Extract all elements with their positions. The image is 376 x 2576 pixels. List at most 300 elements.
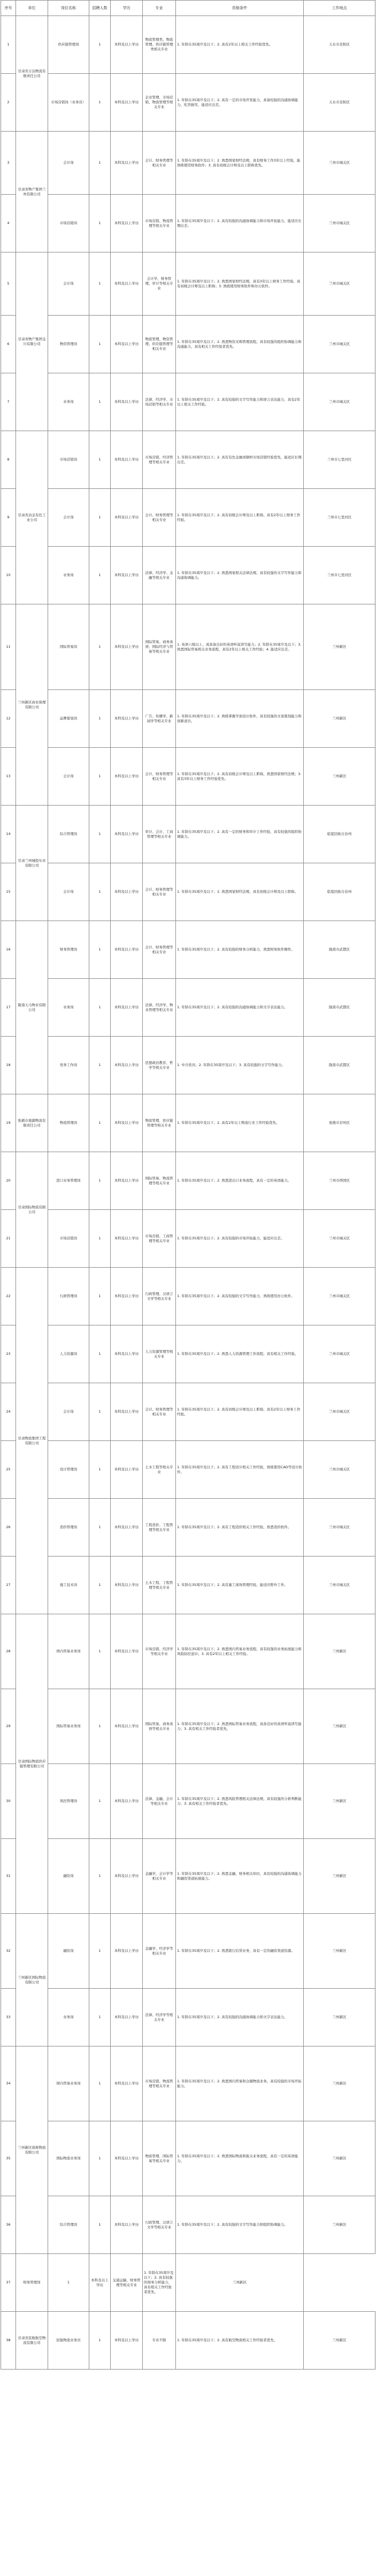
education: 本科及以上学历	[111, 1268, 143, 1325]
header-requirements: 资格条件	[176, 1, 304, 16]
education: 本科及以上学历	[111, 1094, 143, 1152]
requirements: 1. 年龄在35周岁及以下；2. 具有较强的文字写作能力和组织协调能力。	[176, 2196, 304, 2254]
requirements: 1. 年龄在35周岁及以下；2. 熟悉银行信贷业务，具有一定的融资渠道资源。	[176, 1914, 304, 1989]
hire-count: 1	[89, 2121, 111, 2196]
table-row	[1, 1499, 375, 1557]
row-number: 1	[1, 16, 16, 74]
hire-count: 1	[89, 1152, 111, 1210]
hire-count: 1	[89, 863, 111, 921]
hire-count: 1	[89, 690, 111, 748]
table-row	[1, 748, 375, 806]
position-name: 业务岗	[48, 1989, 89, 2046]
major: 法律、金融、会计等相关专业	[143, 1764, 176, 1839]
requirements: 1. 年龄在35周岁及以下；2. 具有较强的沟通协调能力和文字表达能力。	[176, 979, 304, 1037]
work-location: 天水市麦积区	[304, 16, 375, 74]
table-row	[1, 1557, 375, 1614]
education: 本科及以上学历	[111, 16, 143, 74]
table-row	[1, 1037, 375, 1094]
table-row	[1, 1210, 375, 1268]
major: 会计、财务管理等相关专业	[143, 1383, 176, 1441]
work-location: 兰州新区	[304, 2046, 375, 2121]
hire-count: 1	[89, 1614, 111, 1689]
table-row	[1, 1614, 375, 1689]
table-row	[1, 1094, 375, 1152]
requirements: 1. 年龄在35周岁及以下；2. 具有初级会计师及以上职称，具有2年以上财务工作经验。	[176, 489, 304, 547]
education: 本科及以上学历	[111, 1614, 143, 1689]
position-name: 市场营销岗	[48, 195, 89, 252]
position-name: 造价管理岗	[48, 1499, 89, 1557]
work-location: 兰州新区	[176, 2254, 304, 2312]
requirements: 1. 年龄在35周岁及以下；2. 具有航空物流相关工作经验者优先。	[176, 2312, 304, 2370]
table-row	[1, 489, 375, 547]
employer-unit: 兰州新区国际物流有限公司	[16, 1914, 48, 2046]
education: 本科及以上学历	[111, 806, 143, 863]
position-name: 综合管理岗	[48, 806, 89, 863]
position-name: 国内贸易业务岗	[48, 1614, 89, 1689]
major: 思想政治教育、哲学等相关专业	[143, 1037, 176, 1094]
employer-unit: 张掖市德源物流有限责任公司	[16, 1094, 48, 1152]
table-row	[1, 132, 375, 195]
major: 交通运输、财务管理等相关专业	[111, 2254, 143, 2312]
education: 本科及以上学历	[111, 74, 143, 132]
table-body	[1, 16, 375, 2370]
position-name: 人力资源岗	[48, 1325, 89, 1383]
table-row	[1, 2196, 375, 2254]
work-location: 临夏回族自治州	[304, 806, 375, 863]
position-name: 党务工作岗	[48, 1037, 89, 1094]
major: 会计学、财务管理、审计等相关专业	[143, 252, 176, 316]
work-location: 兰州新区	[304, 1764, 375, 1839]
hire-count: 1	[89, 195, 111, 252]
table-row	[1, 2121, 375, 2196]
row-number: 31	[1, 1839, 16, 1914]
position-name: 市场营销岗（业务员）	[48, 74, 89, 132]
requirements: 1. 年龄在35周岁及以下；2. 熟悉人力资源管理工作流程，具有相关工作经验。	[176, 1325, 304, 1383]
recruitment-table	[1, 0, 375, 2370]
hire-count: 1	[89, 1557, 111, 1614]
hire-count: 1	[89, 2196, 111, 2254]
major: 市场营销、工商管理等相关专业	[143, 1210, 176, 1268]
table-row	[1, 1839, 375, 1914]
requirements: 1. 年龄在35周岁及以下；2. 具有较强的文字写作能力，熟练使用办公软件。	[176, 1268, 304, 1325]
employer-unit: 甘肃省万达物流有限责任公司	[16, 16, 48, 132]
requirements: 1. 年龄在35周岁及以下；2. 具有较强的文字写作能力和语言表达能力，具有2年以上相关工作经验。	[176, 373, 304, 431]
header-unit: 单位	[16, 1, 48, 16]
work-location: 兰州市城关区	[304, 1441, 375, 1499]
work-location: 兰州新区	[304, 2196, 375, 2254]
education: 本科及以上学历	[111, 1037, 143, 1094]
work-location: 兰州市城关区	[304, 1557, 375, 1614]
hire-count: 1	[89, 1839, 111, 1914]
table-row	[1, 431, 375, 489]
row-number: 21	[1, 1210, 16, 1268]
employer-unit: 陇南天马物业有限公司	[16, 921, 48, 1094]
requirements: 1. 年龄在35周岁及以下；2. 具有较强的财务分析能力，熟悉财务软件操作。	[176, 921, 304, 979]
position-name: 风控管理岗	[48, 1764, 89, 1839]
hire-count: 1	[89, 74, 111, 132]
work-location: 兰州新区	[304, 1839, 375, 1914]
work-location: 兰州市城关区	[304, 316, 375, 373]
table-row	[1, 921, 375, 979]
education: 本科及以上学历	[111, 1914, 143, 1989]
work-location: 兰州市七里河区	[304, 547, 375, 604]
row-number: 35	[1, 2121, 16, 2196]
table-row	[1, 1152, 375, 1210]
employer-unit: 兰州新区保税物流有限公司	[16, 2046, 48, 2254]
major: 市场营销、经济学等相关专业	[143, 1614, 176, 1689]
position-name: 国际物流业务岗	[48, 2121, 89, 2196]
education: 本科及以上学历	[111, 252, 143, 316]
education: 本科及以上学历	[111, 195, 143, 252]
hire-count: 1	[89, 1383, 111, 1441]
row-number: 13	[1, 748, 16, 806]
table-row	[1, 252, 375, 316]
table-row	[1, 863, 375, 921]
table-row	[1, 16, 375, 74]
table-row	[1, 2312, 375, 2370]
hire-count: 1	[89, 1689, 111, 1764]
row-number: 12	[1, 690, 16, 748]
education: 本科及以上学历	[111, 863, 143, 921]
hire-count: 1	[89, 1441, 111, 1499]
education: 本科及以上学历	[89, 2254, 111, 2312]
table-header-row	[1, 1, 375, 16]
hire-count: 1	[89, 316, 111, 373]
header-education: 学历	[111, 1, 143, 16]
row-number: 16	[1, 921, 16, 979]
position-name: 会计岗	[48, 863, 89, 921]
requirements: 1. 年龄在35周岁及以下；2. 具有有色金属或钢材市场营销经验优先，能适应长期出差。	[176, 431, 304, 489]
major: 行政管理、汉语言文学等相关专业	[143, 1268, 176, 1325]
major: 国际贸易、商务英语、国际经济与贸易等相关专业	[143, 604, 176, 690]
position-name: 会计岗	[48, 252, 89, 316]
table-row	[1, 1383, 375, 1441]
employer-unit: 甘肃国际物流供应链管理有限公司	[16, 1614, 48, 1914]
requirements: 1. 年龄在35周岁及以下；2. 熟悉国际贸易业务流程，具备良好的英语听说读写能力；3. 具有相关工作经验者优先。	[176, 1689, 304, 1764]
row-number: 17	[1, 979, 16, 1037]
major: 会计、财务管理等相关专业	[143, 748, 176, 806]
requirements: 1. 年龄在35周岁及以下；2. 熟悉国家财经法规，具有3年以上财务工作经验，具有初级会计师及以上职称；3. 熟练使用财务软件和办公软件。	[176, 252, 304, 316]
education: 本科及以上学历	[111, 2196, 143, 2254]
position-name: 品牌策划岗	[48, 690, 89, 748]
row-number: 8	[1, 431, 16, 489]
requirements: 1. 年龄在35周岁及以下；2. 具有初级会计师及以上职称，具有2年以上财务工作经验。	[176, 1383, 304, 1441]
hire-count: 1	[89, 748, 111, 806]
work-location: 陇南市武都区	[304, 1037, 375, 1094]
position-name: 物资管理岗	[48, 316, 89, 373]
education: 本科及以上学历	[111, 132, 143, 195]
requirements: 1. 中共党员；2. 年龄在35周岁及以下；3. 具有较强的文字写作能力。	[176, 1037, 304, 1094]
row-number: 37	[1, 2254, 16, 2312]
position-name: 市场营销岗	[48, 1210, 89, 1268]
hire-count: 1	[89, 1037, 111, 1094]
row-number: 22	[1, 1268, 16, 1325]
requirements: 1. 年龄在35周岁及以下；2. 熟悉进出口业务流程，具有一定的英语能力。	[176, 1152, 304, 1210]
education: 本科及以上学历	[111, 489, 143, 547]
employer-unit: 甘肃兰州城投实业有限公司	[16, 806, 48, 921]
work-location: 兰州市城关区	[304, 373, 375, 431]
table-row	[1, 373, 375, 431]
work-location: 兰州新区	[304, 1914, 375, 1989]
education: 本科及以上学历	[111, 1689, 143, 1764]
requirements: 1. 年龄在35周岁及以下；2. 具有2年以上相关工作经验优先。	[176, 16, 304, 74]
hire-count: 1	[89, 921, 111, 979]
hire-count: 1	[89, 604, 111, 690]
header-major: 专业	[143, 1, 176, 16]
major: 国际贸易、物流管理等相关专业	[143, 1152, 176, 1210]
row-number: 38	[1, 2312, 16, 2370]
table-row	[1, 547, 375, 604]
requirements: 1. 年龄在35周岁及以下；2. 熟悉国内贸易业务流程，具有较强的业务拓展能力和风险防控意识；3. 具有2年以上相关工作经验。	[176, 1614, 304, 1689]
position-name: 国内贸易业务岗	[48, 2046, 89, 2121]
position-name: 财务管理岗	[16, 2254, 48, 2312]
row-number: 11	[1, 604, 16, 690]
education: 本科及以上学历	[111, 1441, 143, 1499]
requirements: 1. 年龄在35周岁及以下；2. 熟悉国家相关法律法规，具有较强的文字写作能力和沟通协调能力。	[176, 547, 304, 604]
employer-unit: 甘肃国际物流有限公司	[16, 1152, 48, 1268]
position-name: 物流管理岗	[48, 1094, 89, 1152]
table-row	[1, 1441, 375, 1499]
major: 物流管理、物资管理、供应链管理等相关专业	[143, 316, 176, 373]
requirements: 1. 年龄在35周岁及以下；2. 具有一定的财务和审计工作经验，具有较强的组织协调能力。	[176, 806, 304, 863]
table-row	[1, 979, 375, 1037]
employer-unit: 甘肃省民航航空物流有限公司	[16, 2312, 48, 2370]
work-location: 兰州新区	[304, 1614, 375, 1689]
position-name: 供应链管理岗	[48, 16, 89, 74]
table-row	[1, 1914, 375, 1989]
employer-unit: 甘肃省物产集团兰州有限公司	[16, 132, 48, 252]
row-number: 9	[1, 489, 16, 547]
position-name: 进口业务管理岗	[48, 1152, 89, 1210]
education: 本科及以上学历	[111, 979, 143, 1037]
education: 本科及以上学历	[111, 373, 143, 431]
hire-count: 1	[89, 1764, 111, 1839]
requirements: 1. 年龄在35周岁及以下；2. 熟悉国家财经法规，具有财务工作3年以上经验，能熟练使用财务软件；3. 具有初级会计师及以上职称优先。	[176, 132, 304, 195]
hire-count: 1	[89, 252, 111, 316]
work-location: 兰州市城关区	[304, 195, 375, 252]
major: 国际贸易、商务英语等相关专业	[143, 1689, 176, 1764]
hire-count: 1	[89, 1989, 111, 2046]
position-name: 施工技术岗	[48, 1557, 89, 1614]
header-position: 岗位名称	[48, 1, 89, 16]
major: 法律、经济学、市场营销等相关专业	[143, 373, 176, 431]
position-name: 融资岗	[48, 1839, 89, 1914]
requirements: 1. 年龄在35周岁及以下；2. 熟悉金融、财务相关知识，具有较强的沟通协调能力和融资渠道拓展能力。	[176, 1839, 304, 1914]
table-row	[1, 74, 375, 132]
table-row	[1, 604, 375, 690]
row-number: 30	[1, 1764, 16, 1839]
major: 金融学、会计学等相关专业	[143, 1839, 176, 1914]
major: 企业管理、市场营销、物流管理等相关专业	[143, 74, 176, 132]
requirements: 1. 年龄在35周岁及以下；2. 具有2年以上物流行业工作经验优先。	[176, 1094, 304, 1152]
row-number: 26	[1, 1499, 16, 1557]
requirements: 1. 年龄在35周岁及以下；2. 具有施工现场管理经验，能适应野外工作。	[176, 1557, 304, 1614]
work-location: 兰州新区	[304, 690, 375, 748]
work-location: 兰州新区	[304, 1989, 375, 2046]
work-location: 兰州市城关区	[304, 1268, 375, 1325]
requirements: 1. 年龄在35周岁及以下；2. 熟悉风险管理相关法律法规，具有较强的分析判断能力；3. 具有相关工作经验者优先。	[176, 1764, 304, 1839]
major: 物流管理、国际贸易等相关专业	[143, 2121, 176, 2196]
requirements: 1. 年龄在35周岁及以下；2. 具有较强的沟通协调能力和文字表达能力。	[176, 1989, 304, 2046]
position-name: 会计岗	[48, 489, 89, 547]
requirements: 1. 年龄在35周岁及以下；2. 具有初级会计师及以上职称，熟悉国家财经法规；3. 具有3年以上财务工作经验优先。	[176, 748, 304, 806]
row-number: 2	[1, 74, 16, 132]
major: 土木工程等相关专业	[143, 1441, 176, 1499]
requirements: 1. 年龄在35周岁及以下；2. 熟悉国际物流和报关业务流程，具有一定的英语能力。	[176, 2121, 304, 2196]
major: 行政管理、汉语言文学等相关专业	[143, 2196, 176, 2254]
employer-unit: 甘肃物流集团工程有限公司	[16, 1268, 48, 1614]
requirements: 1. 年龄在35周岁及以下；2. 熟悉国家财经法规，具有初级会计师及以上职称。	[176, 863, 304, 921]
education: 本科及以上学历	[111, 2046, 143, 2121]
work-location: 兰州市西固区	[304, 1152, 375, 1210]
row-number: 19	[1, 1094, 16, 1152]
major: 金融学、经济学等相关专业	[143, 1914, 176, 1989]
work-location: 兰州新区	[304, 604, 375, 690]
table-row	[1, 806, 375, 863]
position-name: 设计管理岗	[48, 1441, 89, 1499]
education: 本科及以上学历	[111, 2121, 143, 2196]
major: 会计、财务管理等相关专业	[143, 921, 176, 979]
major: 广告、传播学、新闻学等相关专业	[143, 690, 176, 748]
education: 本科及以上学历	[111, 1325, 143, 1383]
major: 土木工程、工程管理等相关专业	[143, 1557, 176, 1614]
position-name: 会计岗	[48, 748, 89, 806]
work-location: 兰州市七里河区	[304, 489, 375, 547]
table-row	[1, 1764, 375, 1839]
education: 本科及以上学历	[111, 316, 143, 373]
hire-count: 1	[89, 431, 111, 489]
major: 审计、会计、工商管理等相关专业	[143, 806, 176, 863]
education: 本科及以上学历	[111, 1152, 143, 1210]
hire-count: 1	[89, 979, 111, 1037]
major: 市场营销、经济管理等相关专业	[143, 431, 176, 489]
header-count: 招聘人数	[89, 1, 111, 16]
position-name: 综合管理岗	[48, 2196, 89, 2254]
hire-count: 1	[89, 2312, 111, 2370]
education: 本科及以上学历	[111, 1383, 143, 1441]
row-number: 34	[1, 2046, 16, 2121]
work-location: 临夏回族自治州	[304, 863, 375, 921]
major: 专业不限	[143, 2312, 176, 2370]
work-location: 天水市麦积区	[304, 74, 375, 132]
hire-count: 1	[89, 1094, 111, 1152]
employer-unit: 甘肃省冶金有色工业公司	[16, 431, 48, 604]
position-name: 融资岗	[48, 1914, 89, 1989]
work-location: 陇南市武都区	[304, 921, 375, 979]
table-row	[1, 195, 375, 252]
major: 物流管理类、物流管理、供应链管理类相关专业	[143, 16, 176, 74]
major: 市场营销、物流管理等相关专业	[143, 2046, 176, 2121]
education: 本科及以上学历	[111, 1764, 143, 1839]
hire-count: 1	[89, 2046, 111, 2121]
work-location: 兰州市七里河区	[304, 431, 375, 489]
education: 本科及以上学历	[111, 1499, 143, 1557]
requirements: 1. 年龄在35周岁及以下；2. 具有较强的市场开拓能力，能适应出差。	[176, 1210, 304, 1268]
hire-count: 1	[89, 1210, 111, 1268]
major: 法律、经济学、物业管理等相关专业	[143, 979, 176, 1037]
hire-count: 1	[89, 547, 111, 604]
header-no: 序号	[1, 1, 16, 16]
requirements: 1. 年龄在35周岁及以下；2. 熟悉物资采购管理流程，具有较强的组织协调能力和沟通能力，具有相关工作经验者优先。	[176, 316, 304, 373]
major: 市场营销、物流管理等相关专业	[143, 195, 176, 252]
table-row	[1, 690, 375, 748]
row-number: 24	[1, 1383, 16, 1441]
education: 本科及以上学历	[111, 431, 143, 489]
table-row	[1, 1989, 375, 2046]
hire-count: 1	[89, 1499, 111, 1557]
major: 人力资源管理等相关专业	[143, 1325, 176, 1383]
requirements: 1. 年龄在35周岁及以下；2. 具有工程造价相关工作经验，熟悉造价软件。	[176, 1499, 304, 1557]
position-name: 会计岗	[48, 1383, 89, 1441]
requirements: 1. 年龄在35周岁及以下；2. 具有较强的财务分析能力，具有相关工作经验者优先。	[143, 2254, 176, 2312]
position-name: 业务岗	[48, 547, 89, 604]
position-name: 会计岗	[48, 132, 89, 195]
row-number: 29	[1, 1689, 16, 1764]
major: 法律、经济学等相关专业	[143, 1989, 176, 2046]
position-name: 国际贸易业务岗	[48, 1689, 89, 1764]
table-row	[1, 2046, 375, 2121]
work-location: 兰州市城关区	[304, 132, 375, 195]
row-number: 36	[1, 2196, 16, 2254]
requirements: 1. 年龄在35周岁及以下；2. 具有较强的沟通协调能力和市场开拓能力，能适应长期出差。	[176, 195, 304, 252]
position-name: 业务岗	[48, 373, 89, 431]
hire-count: 1	[89, 489, 111, 547]
major: 法律、经济学、金融等相关专业	[143, 547, 176, 604]
table-row	[1, 1325, 375, 1383]
education: 本科及以上学历	[111, 547, 143, 604]
header-location: 工作地点	[304, 1, 375, 16]
position-name: 国际贸易岗	[48, 604, 89, 690]
hire-count: 1	[48, 2254, 89, 2312]
row-number: 32	[1, 1914, 16, 1989]
requirements: 1. 年龄在35周岁及以下；2. 熟悉国内贸易和仓储物流业务，具有较强的市场开拓能力。	[176, 2046, 304, 2121]
position-name: 市场营销岗	[48, 431, 89, 489]
row-number: 28	[1, 1614, 16, 1689]
major: 会计、财务管理等相关专业	[143, 489, 176, 547]
requirements: 1. 英语六级以上，或具备良好的英语听说读写能力；2. 年龄在35周岁及以下；3. 熟悉国际贸易相关业务流程，具有2年以上相关工作经验；4. 能适应出差。	[176, 604, 304, 690]
work-location: 兰州市城关区	[304, 252, 375, 316]
row-number: 25	[1, 1441, 16, 1499]
hire-count: 1	[89, 1914, 111, 1989]
major: 工程造价、工程管理等相关专业	[143, 1499, 176, 1557]
row-number: 7	[1, 373, 16, 431]
education: 本科及以上学历	[111, 921, 143, 979]
work-location: 兰州市城关区	[304, 1499, 375, 1557]
hire-count: 1	[89, 1268, 111, 1325]
hire-count: 1	[89, 132, 111, 195]
row-number: 3	[1, 132, 16, 195]
requirements: 1. 年龄在35周岁及以下；2. 具有工程设计相关工作经验，熟练使用CAD等设计软件。	[176, 1441, 304, 1499]
row-number: 14	[1, 806, 16, 863]
position-name: 财务管理岗	[48, 921, 89, 979]
work-location: 兰州新区	[304, 2312, 375, 2370]
row-number: 27	[1, 1557, 16, 1614]
work-location: 兰州市城关区	[304, 1383, 375, 1441]
requirements: 1. 年龄在35周岁及以下；2. 熟练掌握平面设计软件，具有较强的文案策划能力和创新意识。	[176, 690, 304, 748]
table-row	[1, 2254, 375, 2312]
education: 本科及以上学历	[111, 604, 143, 690]
education: 本科及以上学历	[111, 1557, 143, 1614]
education: 本科及以上学历	[111, 1210, 143, 1268]
hire-count: 1	[89, 1325, 111, 1383]
work-location: 陇南市武都区	[304, 979, 375, 1037]
row-number: 10	[1, 547, 16, 604]
work-location: 兰州市城关区	[304, 1325, 375, 1383]
education: 本科及以上学历	[111, 748, 143, 806]
table-row	[1, 1268, 375, 1325]
position-name: 行政管理岗	[48, 1268, 89, 1325]
row-number: 5	[1, 252, 16, 316]
